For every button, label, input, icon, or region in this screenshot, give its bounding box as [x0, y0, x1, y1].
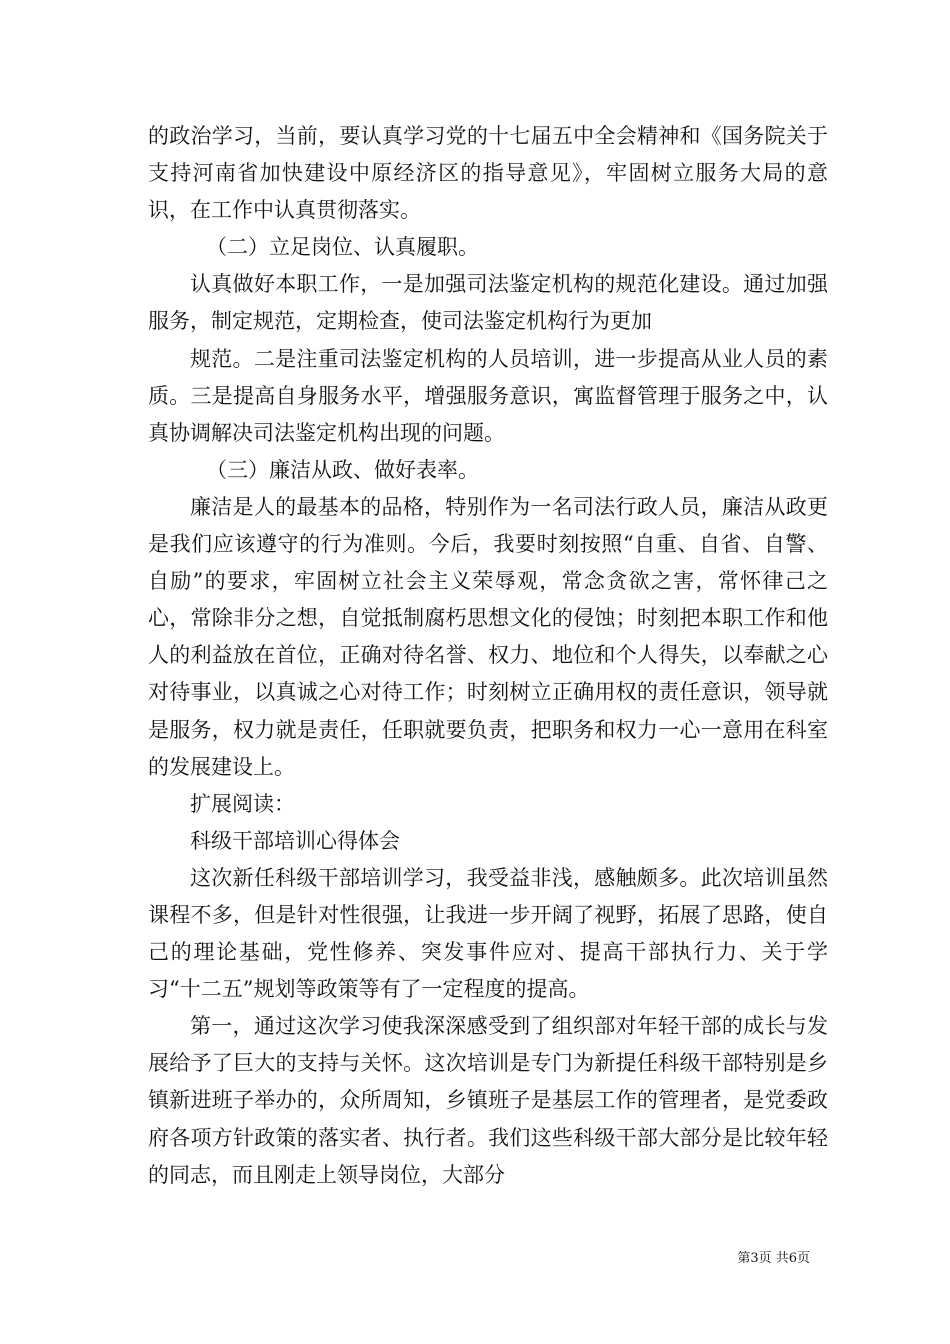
- body-text: [148, 118, 828, 1194]
- paragraph-duties: 认真做好本职工作，一是加强司法鉴定机构的规范化建设。通过加强服务，制定规范，定期检查，使司法鉴定机构行为更加: [148, 272, 828, 334]
- section-heading-3: （三）廉洁从政、做好表率。: [206, 457, 479, 482]
- paragraph-training-intro: 这次新任科级干部培训学习，我受益非浅，感触颇多。此次培训虽然课程不多，但是针对性很强，让我进一步开阔了视野，拓展了思路，使自己的理论基础，党性修养、突发事件应对、提高干部执行力、关于学习“十二五”规划等政策等有了一定程度的提高。: [148, 865, 828, 1002]
- paragraph-integrity: 廉洁是人的最基本的品格，特别作为一名司法行政人员，廉洁从政更是我们应该遵守的行为准则。今后，我要时刻按照“自重、自省、自警、自励”的要求，牢固树立社会主义荣辱观，常念贪欲之害，常怀律己之心，常除非分之想，自觉抵制腐朽思想文化的侵蚀；时刻把本职工作和他人的利益放在首位，正确对待名誉、权力、地位和个人得失，以奉献之心对待事业，以真诚之心对待工作；时刻树立正确用权的责任意识，领导就是服务，权力就是责任，任职就要负责，把职务和权力一心一意用在科室的发展建设上。: [148, 494, 828, 779]
- extended-reading-label: 扩展阅读：: [190, 791, 295, 816]
- paragraph-first-point: 第一，通过这次学习使我深深感受到了组织部对年轻干部的成长与发展给予了巨大的支持与关怀。这次培训是专门为新提任科级干部特别是乡镇新进班子举办的，众所周知，乡镇班子是基层工作的管理者，是党委政府各项方针政策的落实者、执行者。我们这些科级干部大部分是比较年轻的同志，而且刚走上领导岗位，大部分: [148, 1014, 828, 1187]
- section-heading-2: （二）立足岗位、认真履职。: [206, 235, 479, 260]
- paragraph-duties-continued: 规范。二是注重司法鉴定机构的人员培训，进一步提高从业人员的素质。三是提高自身服务水平，增强服务意识，寓监督管理于服务之中，认真协调解决司法鉴定机构出现的问题。: [148, 346, 828, 445]
- paragraph-continuation: 的政治学习，当前，要认真学习党的十七届五中全会精神和《国务院关于支持河南省加快建设中原经济区的指导意见》，牢固树立服务大局的意识，在工作中认真贯彻落实。: [148, 124, 828, 223]
- article-title: 科级干部培训心得体会: [190, 828, 400, 853]
- page-number: 第3页 共6页: [737, 1251, 810, 1266]
